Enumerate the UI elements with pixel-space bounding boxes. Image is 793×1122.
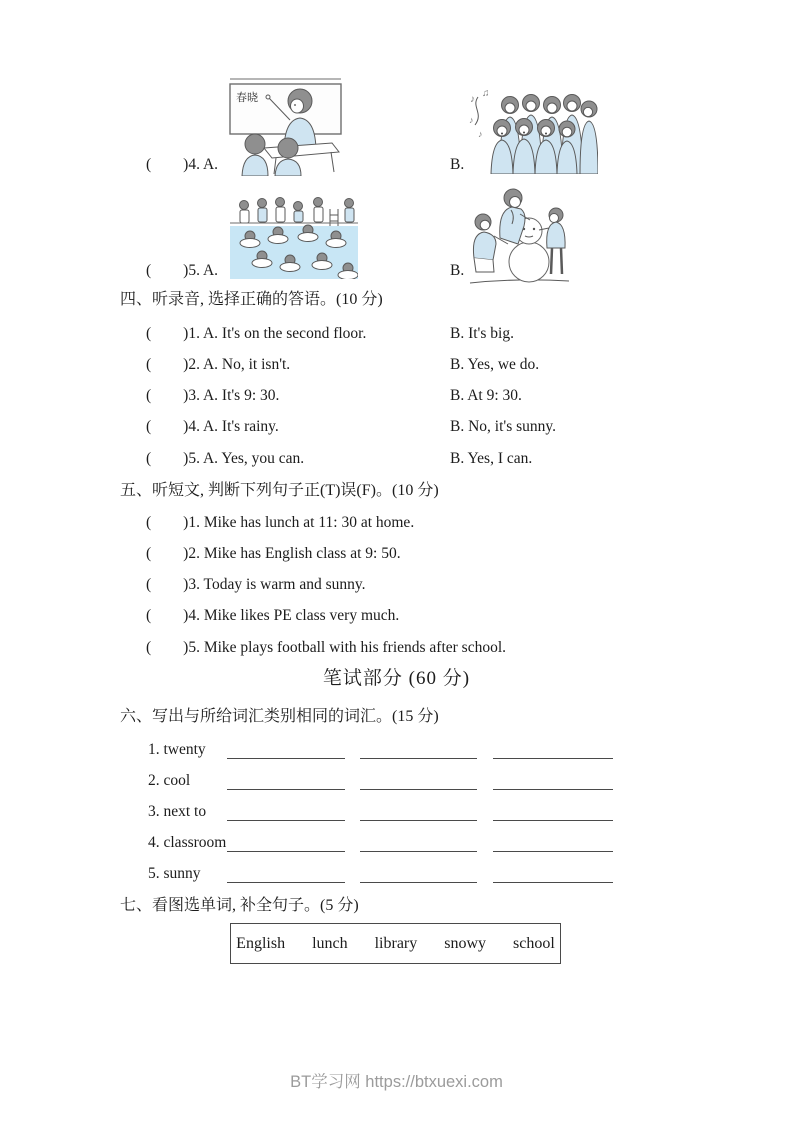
q4-option-b-label: B. (450, 156, 465, 173)
answer-blank (227, 867, 345, 883)
answer-blank (493, 867, 613, 883)
option-b: B. Yes, we do. (450, 356, 540, 373)
answer-paren: ( (146, 262, 152, 279)
answer-blank (360, 743, 477, 759)
q4-option-a-label: )4. A. (183, 156, 219, 173)
tf-statement-row (146, 638, 506, 658)
option-b: B. It's big. (450, 325, 514, 342)
site-watermark: BT学习网 https://btxuexi.com (290, 1073, 503, 1091)
answer-blank (493, 805, 613, 821)
answer-paren: ( (146, 356, 152, 373)
section7-title: 七、看图选单词, 补全句子。(5 分) (120, 897, 359, 914)
word-bank-word: school (513, 934, 555, 952)
q5-answer-row (146, 261, 218, 281)
choice-row (146, 386, 746, 406)
answer-paren: ( (146, 387, 152, 404)
tf-statement-row (146, 544, 401, 564)
answer-blank (493, 774, 613, 790)
statement-text: )3. Today is warm and sunny. (183, 576, 366, 593)
answer-paren: ( (146, 450, 152, 467)
q5-option-b-label: B. (450, 262, 465, 279)
word-bank-word: English (236, 934, 286, 952)
svg-text:♫: ♫ (482, 88, 490, 99)
answer-paren: ( (146, 418, 152, 435)
word-bank-word: library (374, 934, 418, 952)
q4-option-b-image (468, 87, 598, 174)
statement-text: )2. Mike has English class at 9: 50. (183, 545, 401, 562)
option-a: )4. A. It's rainy. (183, 418, 279, 435)
answer-paren: ( (146, 545, 152, 562)
answer-paren: ( (146, 156, 152, 173)
svg-text:♪: ♪ (470, 94, 475, 105)
choice-row (146, 449, 746, 469)
statement-text: )5. Mike plays football with his friends after school. (183, 639, 507, 656)
answer-blank (493, 836, 613, 852)
answer-blank (227, 805, 345, 821)
answer-blank (493, 743, 613, 759)
q5-option-b-image (466, 186, 573, 288)
word-category-label: 5. sunny (148, 865, 201, 882)
answer-paren: ( (146, 514, 152, 531)
answer-blank (360, 867, 477, 883)
word-bank-word: snowy (444, 934, 487, 952)
statement-text: )4. Mike likes PE class very much. (183, 607, 400, 624)
word-bank-box (230, 923, 561, 964)
word-category-label: 2. cool (148, 772, 191, 789)
tf-statement-row (146, 606, 399, 626)
written-section-header: 笔试部分 (60 分) (322, 668, 471, 689)
section5-title: 五、听短文, 判断下列句子正(T)误(F)。(10 分) (120, 482, 439, 499)
choice-row (146, 355, 746, 375)
section6-title: 六、写出与所给词汇类别相同的词汇。(15 分) (120, 708, 439, 725)
q5-option-a-label: )5. A. (183, 262, 219, 279)
answer-blank (360, 836, 477, 852)
answer-blank (360, 805, 477, 821)
q4-answer-row (146, 155, 218, 175)
option-b: B. At 9: 30. (450, 387, 522, 404)
answer-blank (360, 774, 477, 790)
answer-blank (227, 774, 345, 790)
answer-blank (227, 836, 345, 852)
blackboard-text: 春晓 (236, 92, 258, 104)
section4-title: 四、听录音, 选择正确的答语。(10 分) (120, 291, 383, 308)
option-a: )3. A. It's 9: 30. (183, 387, 280, 404)
answer-blank (227, 743, 345, 759)
option-a: )1. A. It's on the second floor. (183, 325, 367, 342)
choice-row (146, 417, 746, 437)
statement-text: )1. Mike has lunch at 11: 30 at home. (183, 514, 415, 531)
choice-row (146, 324, 746, 344)
word-category-label: 3. next to (148, 803, 207, 820)
q4-option-a-image (228, 72, 343, 176)
option-b: B. No, it's sunny. (450, 418, 556, 435)
answer-paren: ( (146, 325, 152, 342)
tf-statement-row (146, 513, 414, 533)
word-bank-word: lunch (312, 934, 348, 952)
option-a: )2. A. No, it isn't. (183, 356, 291, 373)
answer-paren: ( (146, 576, 152, 593)
option-b: B. Yes, I can. (450, 450, 533, 467)
word-category-label: 1. twenty (148, 741, 206, 758)
svg-text:♪: ♪ (478, 129, 483, 139)
option-a: )5. A. Yes, you can. (183, 450, 305, 467)
svg-text:♪: ♪ (469, 115, 474, 125)
answer-paren: ( (146, 639, 152, 656)
tf-statement-row (146, 575, 365, 595)
q5-option-a-image (230, 193, 358, 279)
word-category-label: 4. classroom (148, 834, 227, 851)
answer-paren: ( (146, 607, 152, 624)
